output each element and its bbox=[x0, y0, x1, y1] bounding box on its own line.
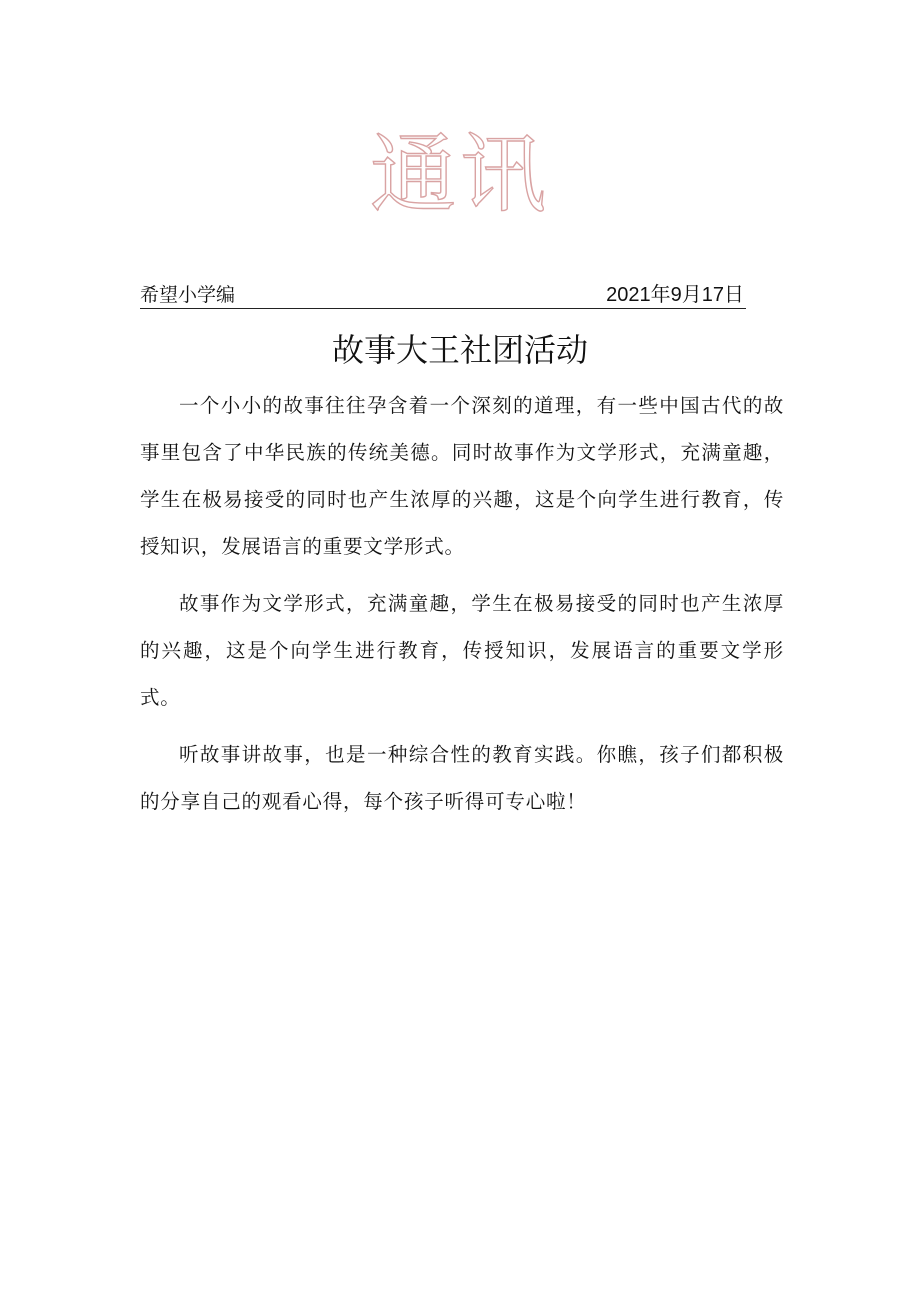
article-paragraph: 故事作为文学形式，充满童趣，学生在极易接受的同时也产生浓厚的兴趣，这是个向学生进行教育，传授知识，发展语言的重要文学形式。 bbox=[140, 592, 784, 709]
article-title: 故事大王社团活动 bbox=[331, 331, 588, 369]
byline bbox=[140, 282, 746, 309]
publish-date: 2021年9月17日 bbox=[606, 284, 744, 306]
article-paragraph: 一个小小的故事往往孕含着一个深刻的道理，有一些中国古代的故事里包含了中华民族的传统美德。同时故事作为文学形式，充满童趣，学生在极易接受的同时也产生浓厚的兴趣，这是个向学生进行教育，传授知识，发展语言的重要文学形式。 bbox=[140, 394, 784, 558]
article-body bbox=[140, 382, 784, 835]
article-paragraph: 听故事讲故事，也是一种综合性的教育实践。你瞧，孩子们都积极的分享自己的观看心得，每个孩子听得可专心啦！ bbox=[140, 743, 784, 813]
newsletter-masthead: 通讯 bbox=[370, 125, 550, 225]
editor-label: 希望小学编 bbox=[140, 284, 236, 306]
